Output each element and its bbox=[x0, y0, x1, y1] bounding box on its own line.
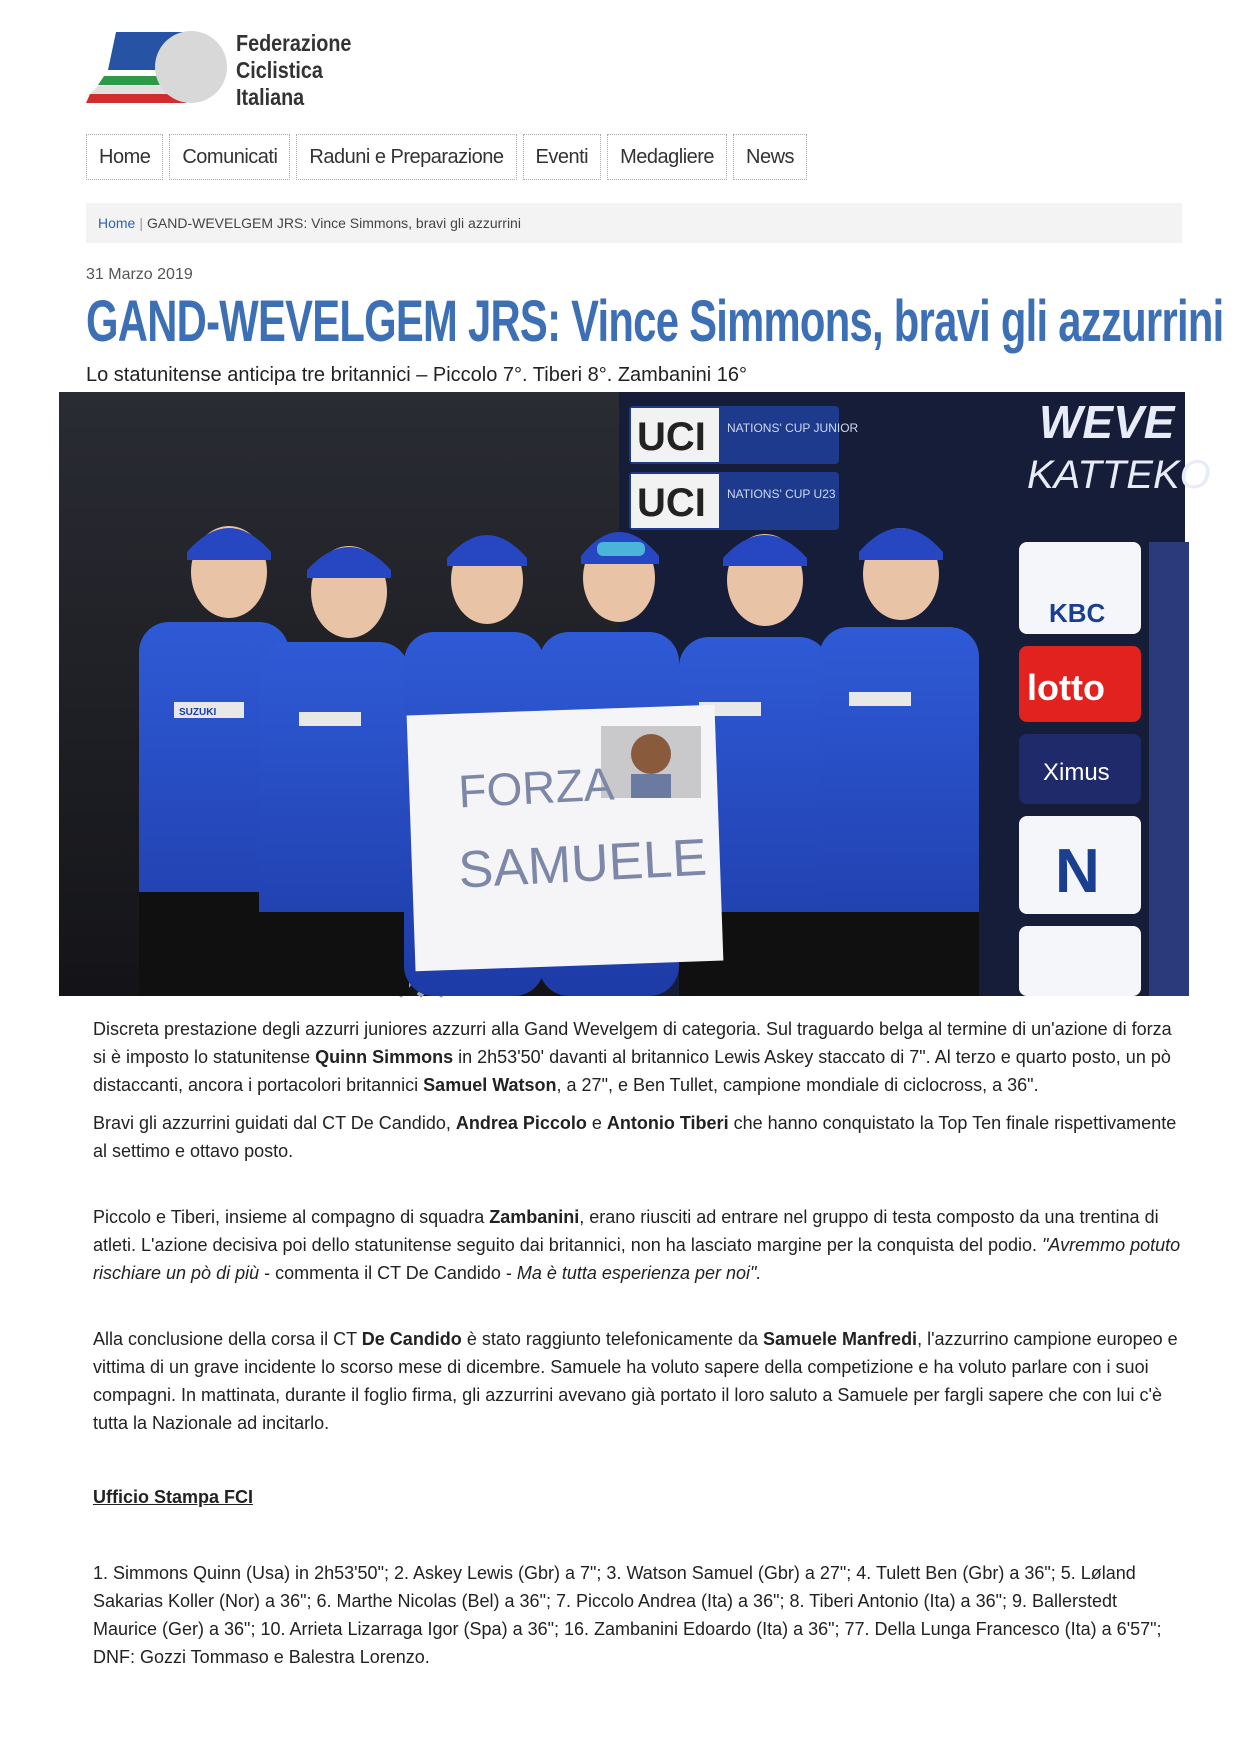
kattekoers-banner: KATTEKO bbox=[1027, 453, 1211, 497]
nav-item-eventi[interactable]: Eventi bbox=[523, 134, 602, 180]
logo-line-2: Ciclistica bbox=[236, 57, 323, 83]
p3-bold-zambanini: Zambanini bbox=[489, 1207, 580, 1227]
nav-item-medagliere[interactable]: Medagliere bbox=[607, 134, 727, 180]
ximus-tile: Ximus bbox=[1043, 759, 1110, 786]
main-nav bbox=[86, 134, 813, 180]
fci-logo-icon bbox=[86, 30, 226, 110]
uci-banner-1-text: NATIONS' CUP JUNIOR bbox=[727, 421, 859, 435]
p4-text-e: , l'azzurrino campione europeo e vittima di un grave incidente lo scorso mese di dicembre. Samuele ha voluto sapere della competizione e ha voluto parlare con i suoi compagni. In mattinata, durante il foglio firma, gli azzurrini avevano già portato il loro saluto a Samuele per fargli sapere che con lui c'è tutta la Nazionale ad incitarlo. bbox=[93, 1329, 1178, 1433]
p3-text-e: - commenta il CT De Candido - bbox=[259, 1263, 517, 1283]
wevelgem-banner: WEVE bbox=[1039, 396, 1175, 448]
race-results: 1. Simmons Quinn (Usa) in 2h53'50"; 2. Askey Lewis (Gbr) a 7"; 3. Watson Samuel (Gbr) a 27"; 4. Tulett Ben (Gbr) a 36"; 5. Løland Sakarias Koller (Nor) a 36"; 6. Marthe Nicolas (Bel) a 36"; 7. Piccolo Andrea (Ita) a 36"; 8. Tiberi Antonio (Ita) a 36"; 9. Ballerstedt Maurice (Ger) a 36"; 10. Arrieta Lizarraga Igor (Spa) a 36"; 16. Zambanini Edoardo (Ita) a 36"; 77. Della Lunga Francesco (Ita) a 6'57"; DNF: Gozzi Tommaso e Balestra Lorenzo. bbox=[93, 1563, 1162, 1667]
site-logo[interactable] bbox=[86, 30, 376, 110]
team-photo-illustration bbox=[59, 392, 1211, 996]
p4-bold-de-candido: De Candido bbox=[361, 1329, 462, 1349]
p3-text-a: Piccolo e Tiberi, insieme al compagno di squadra bbox=[93, 1207, 490, 1227]
breadcrumb-current: GAND-WEVELGEM JRS: Vince Simmons, bravi gli azzurrini bbox=[147, 215, 521, 231]
article-photo bbox=[59, 392, 1211, 996]
p4-text-a: Alla conclusione della corsa il CT bbox=[93, 1329, 362, 1349]
p1-text-c: in 2h53'50' davanti al britannico Lewis Askey staccato di 7". Al terzo e quarto posto, un pò distaccanti, ancora i portacolori britannici bbox=[93, 1047, 1171, 1095]
logo-line-1: Federazione bbox=[236, 30, 352, 56]
p1-text-e: , a 27", e Ben Tullet, campione mondiale di ciclocross, a 36". bbox=[556, 1075, 1039, 1095]
breadcrumb bbox=[86, 203, 1182, 243]
nav-item-news[interactable]: News bbox=[733, 134, 807, 180]
article-body bbox=[93, 1015, 1183, 1681]
p1-bold-samuel-watson: Samuel Watson bbox=[423, 1075, 557, 1095]
press-office-signature: Ufficio Stampa FCI bbox=[93, 1487, 254, 1507]
p2-bold-andrea-piccolo: Andrea Piccolo bbox=[455, 1113, 587, 1133]
jersey-sponsor: SUZUKI bbox=[179, 707, 217, 718]
p2-text-a: Bravi gli azzurrini guidati dal CT De Candido, bbox=[93, 1113, 456, 1133]
p1-text-a: Discreta prestazione degli azzurri juniores azzurri alla Gand Wevelgem di categoria. Sul traguardo belga al termine di un'azione di forza si è imposto lo statunitense bbox=[93, 1019, 1172, 1067]
article-paragraph-2 bbox=[93, 1109, 1183, 1165]
p3-quote-1: "Avremmo potuto rischiare un pò di più bbox=[93, 1235, 1181, 1283]
article-paragraph-3 bbox=[93, 1203, 1183, 1287]
sign-samuele: SAMUELE bbox=[457, 828, 709, 900]
article-subtitle: Lo statunitense anticipa tre britannici – Piccolo 7°. Tiberi 8°. Zambanini 16° bbox=[86, 364, 748, 386]
p3-quote-2: Ma è tutta esperienza per noi". bbox=[516, 1263, 762, 1283]
p3-text-c: , erano riusciti ad entrare nel gruppo di testa composto da una trentina di atleti. L'azione decisiva poi dello statunitense seguito dai britannici, non ha lasciato margine per la conquista del podio. bbox=[93, 1207, 1159, 1255]
lotto-tile: lotto bbox=[1027, 667, 1105, 708]
n-tile: N bbox=[1055, 837, 1100, 906]
logo-wordmark bbox=[236, 30, 351, 111]
breadcrumb-home-link[interactable]: Home bbox=[98, 215, 136, 231]
article-paragraph-4 bbox=[93, 1325, 1183, 1437]
article-title: GAND-WEVELGEM JRS: Vince Simmons, bravi gli azzurrini bbox=[86, 289, 1224, 354]
logo-line-3: Italiana bbox=[236, 84, 305, 110]
article-date: 31 Marzo 2019 bbox=[86, 266, 193, 283]
uci-banner-1-logo: UCI bbox=[637, 415, 706, 459]
article-paragraph-1 bbox=[93, 1015, 1183, 1099]
p2-text-c: e bbox=[586, 1113, 607, 1133]
kbc-tile: KBC bbox=[1049, 598, 1106, 628]
p4-bold-samuele-manfredi: Samuele Manfredi bbox=[763, 1329, 918, 1349]
uci-banner-2-logo: UCI bbox=[637, 481, 706, 525]
p2-text-e: che hanno conquistato la Top Ten finale rispettivamente al settimo e ottavo posto. bbox=[93, 1113, 1177, 1161]
sign-forza: FORZA bbox=[457, 757, 616, 818]
uci-banner-2-text: NATIONS' CUP U23 bbox=[727, 487, 836, 501]
nav-item-home[interactable]: Home bbox=[86, 134, 163, 180]
breadcrumb-separator: | bbox=[139, 215, 143, 231]
nav-item-comunicati[interactable]: Comunicati bbox=[169, 134, 290, 180]
nav-item-raduni[interactable]: Raduni e Preparazione bbox=[296, 134, 516, 180]
forza-samuele-sign bbox=[407, 705, 724, 972]
p2-bold-antonio-tiberi: Antonio Tiberi bbox=[606, 1113, 729, 1133]
p1-bold-quinn-simmons: Quinn Simmons bbox=[315, 1047, 454, 1067]
p4-text-c: è stato raggiunto telefonicamente da bbox=[461, 1329, 764, 1349]
